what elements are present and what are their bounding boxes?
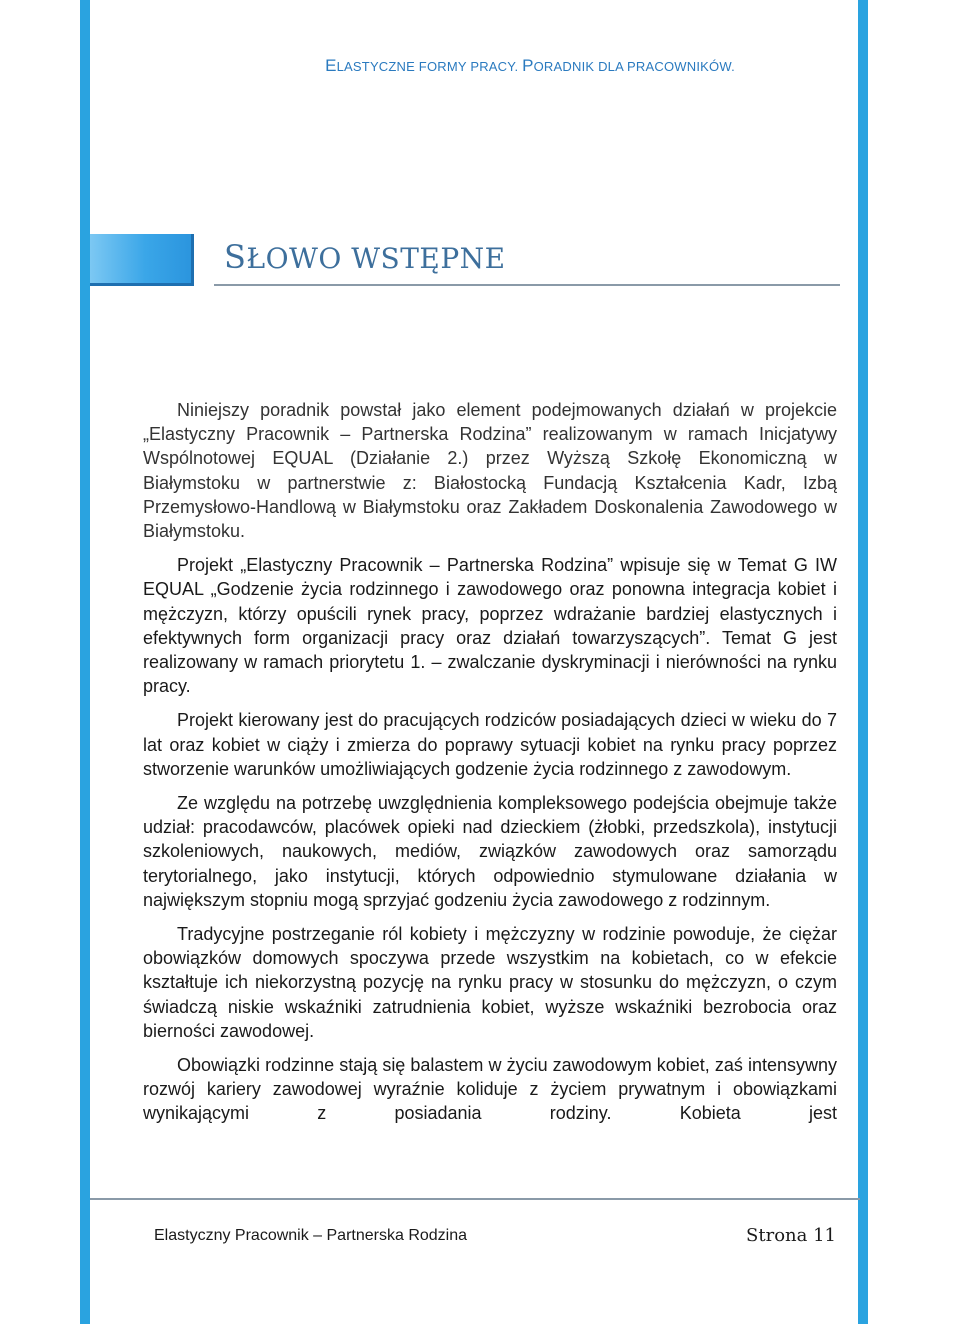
running-header [190,56,870,76]
paragraph-5: Tradycyjne postrzeganie ról kobiety i mężczyzny w rodzinie powoduje, że ciężar obowiązków domowych spoczywa przede wszystkim na kobietach, co w efekcie kształtuje ich niekorzystną pozycję na rynku pracy w stosunku do mężczyzn, o czym świadczą niskie wskaźniki zatrudnienia kobiet, wyższe wskaźniki bezrobocia oraz bierności zawodowej. [143,924,837,1041]
paragraph-6: Obowiązki rodzinne stają się balastem w życiu zawodowym kobiet, zaś intensywny rozwój kariery zawodowej wyraźnie koliduje z życiem prywatnym i obowiązkami wynikającymi z posiadania rodziny. Kobieta jest [143,1055,837,1124]
header-part1-rest: LASTYCZNE FORMY PRACY. [336,59,523,74]
header-part1-initial: E [325,56,337,75]
section-title-initial: S [224,238,247,276]
paragraph-2: Projekt „Elastyczny Pracownik – Partnerska Rodzina” wpisuje się w Temat G IW EQUAL „Godzenie życia rodzinnego i zawodowego oraz ponowna integracja kobiet i mężczyzn, którzy opuścili rynek pracy, poprzez wdrażanie bardziej elastycznych i efektywnych form organizacji pracy oraz działań towarzyszących”. Temat G jest realizowany w ramach priorytetu 1. – zwalczanie dyskryminacji i nierówności na rynku pracy. [143,555,837,697]
footer-divider [90,1198,860,1200]
paragraph-1: Niniejszy poradnik powstał jako element podejmowanych działań w projekcie „Elastyczny Pracownik – Partnerska Rodzina” realizowanym w ramach Inicjatywy Wspólnotowej EQUAL (Działanie 2.) przez Wyższą Szkołę Ekonomiczną w Białymstoku w partnerstwie z: Białostocką Fundacją Kształcenia Kadr, Izbą Przemysłowo-Handlową w Białymstoku oraz Zakładem Doskonalenia Zawodowego w Białymstoku. [143,400,837,542]
header-part2-rest: ORADNIK DLA PRACOWNIKÓW. [533,59,735,74]
right-border-bar [858,0,868,1324]
section-title-decoration [90,234,194,286]
paragraph-4: Ze względu na potrzebę uwzględnienia kompleksowego podejścia obejmuje także udział: pracodawców, placówek opieki nad dzieckiem (żłobki, przedszkola), instytucji szkoleniowych, naukowych, mediów, związków zawodowych oraz samorządu terytorialnego, jako instytucji, których odpowiednio stymulowane działania w największym stopniu mogą sprzyjać godzeniu życia zawodowego z rodzinnym. [143,793,837,910]
section-title-underline [214,284,840,286]
footer-title: Elastyczny Pracownik – Partnerska Rodzina [154,1227,468,1244]
header-part2-initial: P [522,56,534,75]
page-number: Strona 11 [746,1225,836,1246]
body-text [143,398,837,1136]
left-border-bar [80,0,90,1324]
section-title [224,238,506,276]
section-title-rest: ŁOWO WSTĘPNE [246,242,506,275]
paragraph-3: Projekt kierowany jest do pracujących rodziców posiadających dzieci w wieku do 7 lat oraz kobiet w ciąży i zmierza do poprawy sytuacji kobiet na rynku pracy poprzez stworzenie warunków umożliwiających godzenie życia rodzinnego z zawodowym. [143,710,837,779]
